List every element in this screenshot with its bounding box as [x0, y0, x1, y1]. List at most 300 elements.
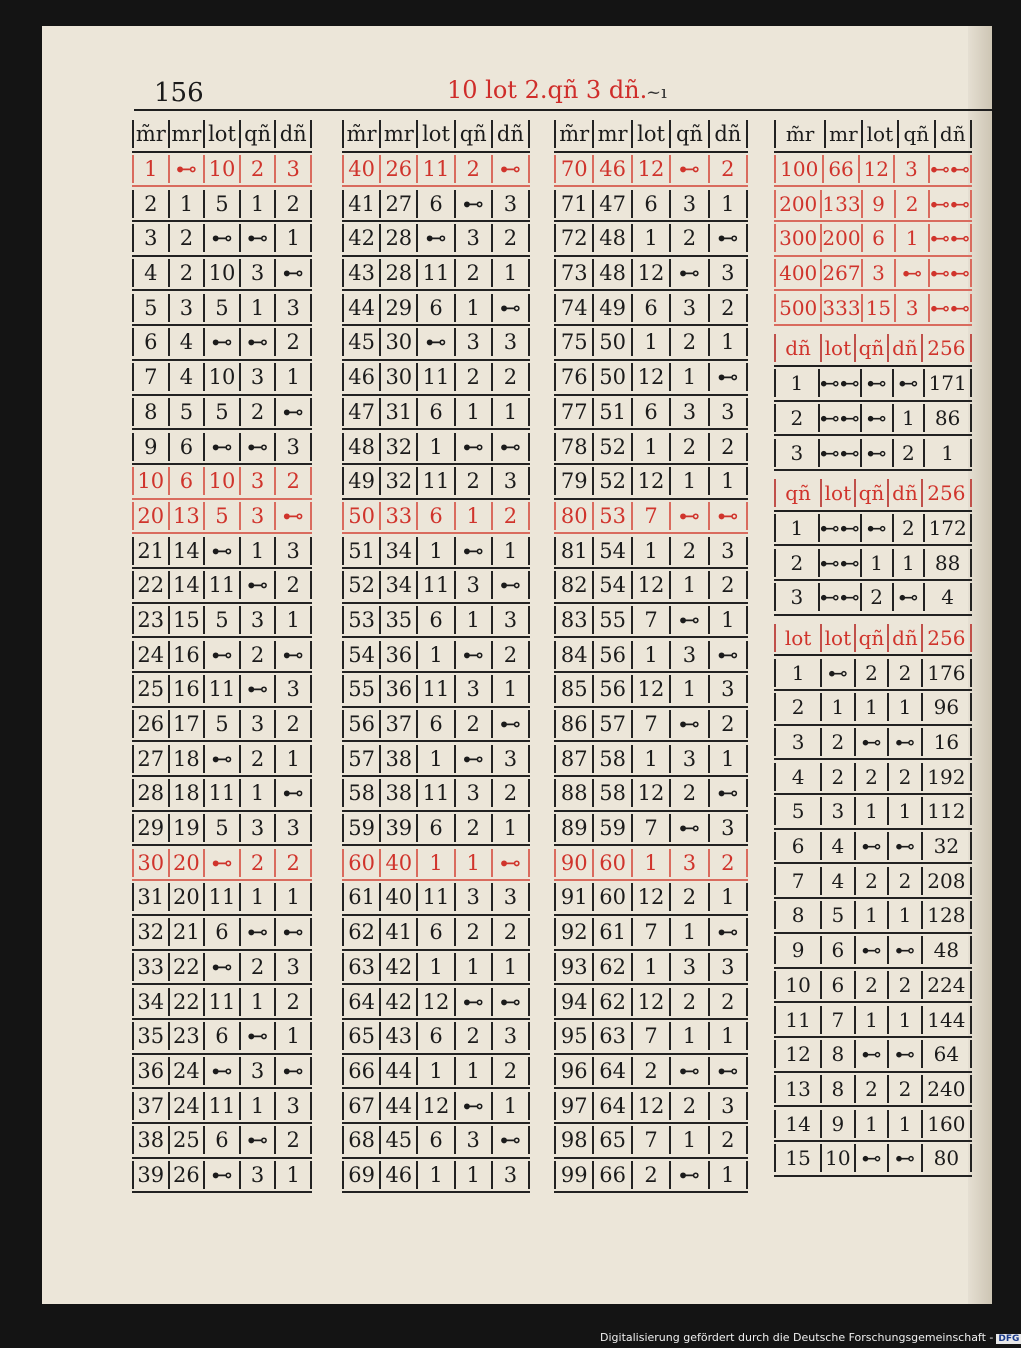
table-cell: qñ	[671, 120, 709, 148]
table-cell: 1	[710, 328, 748, 356]
table-cell: 160	[923, 1110, 972, 1138]
table-row	[774, 899, 972, 934]
table-cell: 2	[671, 779, 709, 807]
table-cell: 1	[889, 1110, 923, 1138]
table-cell: ⊷	[493, 710, 530, 738]
table-cell: 22	[132, 571, 170, 599]
table-cell: 1	[456, 502, 493, 530]
table-row	[132, 1055, 312, 1090]
table-cell: 7	[633, 814, 671, 842]
table-cell: 14	[170, 571, 206, 599]
table-cell: 2	[710, 155, 748, 183]
table-cell: ⊷	[856, 1144, 890, 1172]
table-row	[132, 846, 312, 881]
table-cell: 176	[923, 659, 972, 687]
table-row	[554, 153, 748, 188]
table-row	[774, 402, 972, 437]
table-cell: 72	[554, 224, 594, 252]
table-row	[554, 430, 748, 465]
table-cell: 2	[276, 190, 312, 218]
table-cell: 2	[276, 988, 312, 1016]
table-cell: ⊷	[456, 1092, 493, 1120]
table-cell: 25	[170, 1126, 206, 1154]
table-cell: 6	[418, 1022, 455, 1050]
table-cell: 3	[493, 328, 530, 356]
table-row	[774, 257, 972, 292]
table-row	[342, 257, 530, 292]
table-cell: ⊷⊷	[929, 226, 970, 251]
table-cell: 3	[241, 814, 277, 842]
lot-table	[774, 622, 972, 1177]
table-cell: ⊷⊷	[929, 191, 970, 216]
table-cell: ⊷	[241, 1022, 277, 1050]
table-cell: 95	[554, 1022, 594, 1050]
table-row	[554, 222, 748, 257]
table-cell: 1	[276, 745, 312, 773]
table-row	[774, 291, 972, 326]
table-cell: 7	[633, 1022, 671, 1050]
table-cell: 1	[633, 433, 671, 461]
table-cell: 81	[554, 537, 594, 565]
table-cell: 74	[554, 294, 594, 322]
table-row	[132, 569, 312, 604]
table-cell: qñ	[241, 120, 277, 148]
table-cell: 11	[205, 675, 241, 703]
table-cell: 33	[381, 502, 418, 530]
table-cell: 1	[633, 537, 671, 565]
table-cell: 24	[132, 641, 170, 669]
dfg-logo: DFG	[998, 1334, 1020, 1344]
table-row	[132, 1159, 312, 1194]
table-cell: 3	[774, 583, 820, 611]
table-cell: 46	[342, 363, 381, 391]
table-cell: 2	[456, 363, 493, 391]
table-cell: 28	[381, 224, 418, 252]
table-cell: 85	[554, 675, 594, 703]
table-cell: mr	[594, 120, 632, 148]
table-cell: 2	[856, 1075, 890, 1103]
table-cell: 90	[554, 849, 594, 877]
table-cell: 2	[276, 1126, 312, 1154]
table-cell: ⊷	[205, 745, 241, 773]
table-cell: 15	[774, 1144, 822, 1172]
table-cell: 3	[241, 1057, 277, 1085]
table-cell: 2	[889, 867, 923, 895]
table-cell: ⊷	[671, 606, 709, 634]
table-cell: 58	[594, 745, 632, 773]
table-cell: 23	[132, 606, 170, 634]
table-cell: 2	[856, 971, 890, 999]
table-cell: 1	[889, 901, 923, 929]
table-cell: 91	[554, 883, 594, 911]
table-cell: dñ	[936, 120, 972, 148]
table-row	[554, 326, 748, 361]
table-cell: 68	[342, 1126, 381, 1154]
table-cell: 64	[342, 988, 381, 1016]
table-cell: 400	[774, 259, 822, 287]
table-cell: 99	[554, 1161, 594, 1189]
table-cell: 1	[493, 675, 530, 703]
hundreds-table	[774, 118, 972, 326]
table-cell: 1	[774, 369, 820, 397]
table-cell: 1	[862, 549, 894, 577]
table-cell: ⊷	[241, 675, 277, 703]
table-cell: ⊷	[671, 155, 709, 183]
table-row	[774, 864, 972, 899]
table-cell: 1	[633, 224, 671, 252]
table-cell: ⊷	[894, 583, 926, 611]
table-cell: lot	[774, 624, 822, 652]
table-cell: ⊷	[493, 849, 530, 877]
table-cell: 29	[132, 814, 170, 842]
table-row	[132, 777, 312, 812]
table-cell: 1	[774, 659, 822, 687]
table-cell: 2	[456, 710, 493, 738]
table-cell: 4	[925, 583, 972, 611]
table-cell: 240	[923, 1075, 972, 1103]
table-cell: 4	[822, 867, 856, 895]
table-row	[132, 985, 312, 1020]
table-cell: 80	[554, 502, 594, 530]
table-cell: 1	[889, 1006, 923, 1034]
table-cell: 2	[671, 537, 709, 565]
table-cell: 3	[456, 328, 493, 356]
table-cell: 2	[710, 1126, 748, 1154]
table-cell: ⊷	[493, 1126, 530, 1154]
table-cell: ⊷	[456, 641, 493, 669]
table-row	[554, 1020, 748, 1055]
table-row	[342, 1124, 530, 1159]
table-cell: 6	[822, 936, 856, 964]
table-cell: ⊷	[241, 224, 277, 252]
table-cell: qñ	[456, 120, 493, 148]
quentin-table	[774, 477, 972, 616]
table-row	[132, 500, 312, 535]
table-row	[342, 291, 530, 326]
table-cell: 1	[633, 849, 671, 877]
table-row	[554, 881, 748, 916]
table-cell: 1	[633, 953, 671, 981]
table-cell: 3	[276, 814, 312, 842]
table-cell: 82	[554, 571, 594, 599]
table-cell: ⊷	[710, 918, 748, 946]
table-cell: 20	[132, 502, 170, 530]
table-cell: 93	[554, 953, 594, 981]
table-cell: 78	[554, 433, 594, 461]
table-cell: 4	[132, 259, 170, 287]
table-cell: 1	[493, 398, 530, 426]
table-row	[342, 361, 530, 396]
table-cell: 35	[132, 1022, 170, 1050]
table-cell: ⊷	[889, 1040, 923, 1068]
table-cell: ⊷	[205, 433, 241, 461]
table-cell: 24	[170, 1092, 206, 1120]
table-cell: lot	[633, 120, 671, 148]
table-cell: 3	[276, 294, 312, 322]
table-row	[342, 916, 530, 951]
table-cell: 61	[342, 883, 381, 911]
table-row	[554, 500, 748, 535]
table-column-3	[554, 118, 748, 1193]
table-cell: 1	[633, 745, 671, 773]
table-row	[132, 916, 312, 951]
table-cell: 1	[493, 259, 530, 287]
table-cell: 36	[381, 675, 418, 703]
table-cell: ⊷	[241, 433, 277, 461]
table-cell: 43	[381, 1022, 418, 1050]
table-cell: 3	[493, 190, 530, 218]
table-cell: 10	[205, 155, 241, 183]
table-cell: 1	[710, 606, 748, 634]
table-cell: ⊷	[241, 1126, 277, 1154]
table-cell: 38	[132, 1126, 170, 1154]
table-cell: 1	[822, 693, 856, 721]
table-cell: 92	[554, 918, 594, 946]
table-cell: 2	[896, 190, 930, 218]
table-cell: 6	[633, 190, 671, 218]
table-cell: 200	[822, 226, 861, 251]
table-cell: ⊷	[493, 294, 530, 322]
table-cell: 1	[241, 190, 277, 218]
table-cell: m̃r	[774, 120, 826, 148]
table-cell: 1	[493, 814, 530, 842]
table-cell: 256	[923, 479, 972, 507]
table-cell: 73	[554, 259, 594, 287]
table-row	[342, 534, 530, 569]
table-cell: 6	[132, 328, 170, 356]
table-cell: 16	[923, 728, 972, 756]
table-cell: 2	[710, 988, 748, 1016]
table-cell: 500	[774, 294, 822, 322]
table-cell: 3	[241, 606, 277, 634]
table-cell: 300	[774, 224, 822, 252]
table-cell: 112	[923, 797, 972, 825]
table-cell: ⊷	[493, 988, 530, 1016]
table-cell: 98	[554, 1126, 594, 1154]
table-row	[554, 257, 748, 292]
table-cell: 1	[633, 641, 671, 669]
table-cell: 83	[554, 606, 594, 634]
table-cell: 2	[276, 328, 312, 356]
table-cell: 94	[554, 988, 594, 1016]
table-cell: 7	[633, 502, 671, 530]
table-cell: 1	[493, 537, 530, 565]
table-cell: 5	[205, 398, 241, 426]
table-cell: 6	[633, 398, 671, 426]
table-cell: 25	[132, 675, 170, 703]
table-cell: 64	[594, 1092, 632, 1120]
table-cell: 60	[594, 849, 632, 877]
table-cell: 2	[889, 1075, 923, 1103]
table-cell: 1	[456, 1161, 493, 1189]
table-cell: 2	[774, 404, 820, 432]
table-cell: 2	[894, 514, 926, 542]
table-cell: dñ	[889, 334, 923, 362]
table-row	[554, 673, 748, 708]
table-column-2	[342, 118, 530, 1193]
table-cell: 1	[925, 439, 972, 467]
table-cell: 51	[594, 398, 632, 426]
table-cell: 1	[418, 433, 455, 461]
table-cell: ⊷	[205, 537, 241, 565]
table-cell: 2	[493, 641, 530, 669]
table-cell: 2	[710, 294, 748, 322]
table-cell: 15	[863, 294, 897, 322]
table-row	[342, 985, 530, 1020]
table-cell: 38	[381, 745, 418, 773]
table-cell: 9	[822, 1110, 856, 1138]
table-cell: 8	[822, 1075, 856, 1103]
table-cell: 5	[205, 710, 241, 738]
table-cell: ⊷	[862, 514, 894, 542]
table-cell: ⊷	[862, 439, 894, 467]
table-cell: 1	[456, 606, 493, 634]
table-cell: 87	[554, 745, 594, 773]
table-cell: 44	[381, 1092, 418, 1120]
table-cell: ⊷	[276, 502, 312, 530]
table-cell: 11	[418, 571, 455, 599]
table-cell: 48	[594, 259, 632, 287]
table-row	[132, 465, 312, 500]
table-cell: 11	[418, 883, 455, 911]
table-cell: 57	[594, 710, 632, 738]
table-cell: 27	[381, 190, 418, 218]
table-cell: ⊷	[856, 832, 890, 860]
table-row	[342, 187, 530, 222]
table-cell: 11	[205, 988, 241, 1016]
table-column-4	[774, 118, 972, 1177]
book-page	[42, 26, 992, 1304]
table-cell: 2	[710, 849, 748, 877]
table-cell: ⊷	[205, 1057, 241, 1085]
table-cell: 28	[132, 779, 170, 807]
table-cell: 1	[456, 953, 493, 981]
table-row	[774, 367, 972, 402]
table-cell: 3	[456, 224, 493, 252]
table-cell: 171	[925, 369, 972, 397]
table-row	[132, 1020, 312, 1055]
table-cell: 67	[342, 1092, 381, 1120]
denar-table	[774, 332, 972, 471]
table-cell: 58	[594, 779, 632, 807]
table-cell: 49	[594, 294, 632, 322]
table-cell: 62	[594, 988, 632, 1016]
table-row	[774, 1142, 972, 1177]
table-header	[774, 118, 972, 153]
table-cell: 22	[170, 953, 206, 981]
table-cell: 30	[381, 328, 418, 356]
subtable-header	[774, 477, 972, 512]
table-row	[554, 534, 748, 569]
table-cell: 256	[923, 624, 972, 652]
table-row	[342, 465, 530, 500]
table-cell: 1	[418, 849, 455, 877]
table-row	[342, 1055, 530, 1090]
table-cell: 1	[671, 467, 709, 495]
table-cell: 2	[241, 641, 277, 669]
table-cell: 3	[671, 294, 709, 322]
table-cell: 1	[671, 675, 709, 703]
table-cell: 1	[671, 918, 709, 946]
table-cell: 6	[418, 1126, 455, 1154]
table-cell: 54	[342, 641, 381, 669]
table-cell: 2	[822, 763, 856, 791]
table-cell: 1	[276, 363, 312, 391]
table-cell: 38	[381, 779, 418, 807]
table-cell: 1	[671, 1022, 709, 1050]
table-cell: 62	[342, 918, 381, 946]
table-cell: 3	[671, 953, 709, 981]
table-cell: ⊷	[856, 1040, 890, 1068]
table-cell: 64	[594, 1057, 632, 1085]
table-cell: ⊷	[241, 571, 277, 599]
table-cell: 48	[923, 936, 972, 964]
table-cell: 2	[889, 763, 923, 791]
table-cell: 3	[456, 675, 493, 703]
table-cell: 5	[170, 398, 206, 426]
table-cell: 52	[342, 571, 381, 599]
table-cell: 1	[456, 398, 493, 426]
table-cell: 3	[276, 155, 312, 183]
table-cell: 3	[895, 155, 930, 183]
table-cell: dñ	[889, 624, 923, 652]
table-cell: 26	[381, 155, 418, 183]
table-cell: 1	[671, 363, 709, 391]
table-cell: 1	[418, 537, 455, 565]
table-row	[774, 581, 972, 616]
table-cell: 2	[710, 571, 748, 599]
table-cell: 13	[774, 1075, 822, 1103]
table-row	[342, 742, 530, 777]
table-cell: 86	[554, 710, 594, 738]
table-cell: ⊷	[276, 259, 312, 287]
table-cell: 50	[594, 328, 632, 356]
table-cell: 69	[342, 1161, 381, 1189]
table-cell: 6	[205, 1022, 241, 1050]
table-cell: 42	[342, 224, 381, 252]
table-cell: 96	[923, 693, 972, 721]
table-cell: 12	[633, 1092, 671, 1120]
table-cell: 2	[671, 988, 709, 1016]
table-cell: 1	[241, 537, 277, 565]
table-cell: 52	[594, 467, 632, 495]
table-cell: 42	[381, 953, 418, 981]
page-number: 156	[154, 78, 204, 108]
table-cell: ⊷	[671, 1057, 709, 1085]
table-cell: 66	[342, 1057, 381, 1085]
table-cell: ⊷⊷	[819, 550, 860, 575]
table-cell: ⊷⊷	[929, 261, 970, 286]
table-cell: 34	[132, 988, 170, 1016]
table-row	[342, 500, 530, 535]
table-cell: 3	[710, 675, 748, 703]
table-row	[132, 396, 312, 431]
table-cell: 12	[418, 988, 455, 1016]
table-cell: qñ	[899, 120, 935, 148]
table-cell: ⊷	[456, 745, 493, 773]
table-cell: 50	[342, 502, 381, 530]
table-cell: 43	[342, 259, 381, 287]
table-cell: 32	[381, 433, 418, 461]
table-row	[342, 812, 530, 847]
table-cell: 28	[381, 259, 418, 287]
table-cell: 3	[822, 797, 856, 825]
table-cell: 200	[774, 190, 822, 218]
table-cell: 2	[889, 659, 923, 687]
table-cell: 2	[889, 971, 923, 999]
table-cell: 3	[710, 398, 748, 426]
table-cell: ⊷	[671, 710, 709, 738]
